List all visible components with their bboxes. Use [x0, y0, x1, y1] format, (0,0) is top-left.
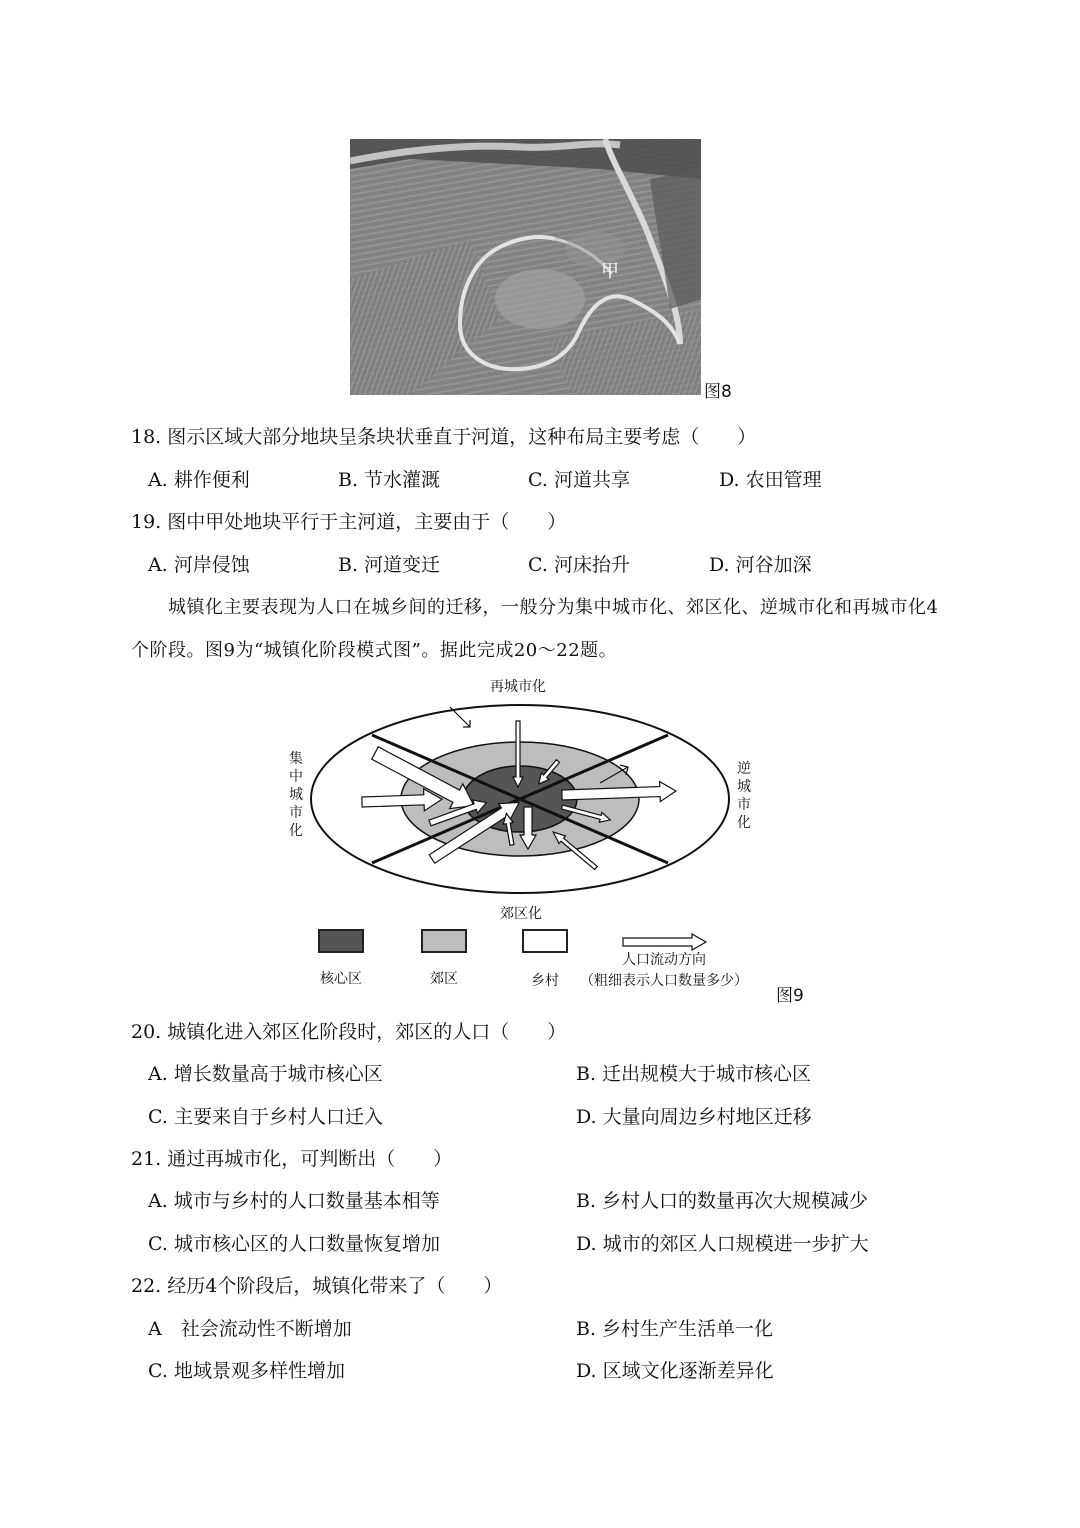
question-20-stem: 20. 城镇化进入郊区化阶段时，郊区的人口（ ） — [131, 1021, 567, 1043]
question-21-option-b[interactable]: B. 乡村人口的数量再次大规模减少 — [576, 1190, 869, 1212]
question-21-option-a[interactable]: A. 城市与乡村的人口数量基本相等 — [148, 1190, 440, 1212]
question-21-option-c[interactable]: C. 城市核心区的人口数量恢复增加 — [148, 1233, 440, 1255]
question-19-option-c[interactable]: C. 河床抬升 — [528, 554, 630, 576]
question-18-option-c[interactable]: C. 河道共享 — [528, 469, 630, 491]
question-19-option-d[interactable]: D. 河谷加深 — [709, 554, 812, 576]
question-18-option-d[interactable]: D. 农田管理 — [719, 469, 822, 491]
question-20-option-b[interactable]: B. 迁出规模大于城市核心区 — [576, 1063, 812, 1085]
question-22-option-c[interactable]: C. 地域景观多样性增加 — [148, 1360, 345, 1382]
figure8-satellite-image — [350, 139, 701, 395]
question-22-option-d[interactable]: D. 区域文化逐渐差异化 — [576, 1360, 774, 1382]
legend-label-rural: 乡村 — [531, 973, 559, 989]
question-21-option-d[interactable]: D. 城市的郊区人口规模进一步扩大 — [576, 1233, 869, 1255]
legend-swatch-core — [318, 929, 364, 953]
intro-paragraph-line1: 城镇化主要表现为人口在城乡间的迁移，一般分为集中城市化、郊区化、逆城市化和再城市化4 — [168, 597, 939, 618]
question-18-stem: 18. 图示区域大部分地块呈条块状垂直于河道，这种布局主要考虑（ ） — [131, 426, 757, 448]
legend-swatch-suburb — [421, 929, 467, 953]
legend-label-arrow: 人口流动方向 — [622, 952, 706, 968]
figure9-caption: 图9 — [776, 986, 804, 1006]
legend-label-arrow-note: （粗细表示人口数量多少） — [580, 973, 748, 989]
figure8-caption: 图8 — [704, 382, 732, 402]
question-18-option-b[interactable]: B. 节水灌溉 — [338, 469, 441, 491]
legend-label-core: 核心区 — [320, 971, 362, 987]
figure9-label-suburbanization: 郊区化 — [500, 906, 542, 922]
figure9-label-counterurbanization: 逆 城 市 化 — [737, 761, 751, 831]
figure9-diagram — [300, 695, 740, 900]
question-20-option-c[interactable]: C. 主要来自于乡村人口迁入 — [148, 1106, 383, 1128]
figure8-marker-jia: 甲 — [601, 261, 619, 282]
question-22-option-b[interactable]: B. 乡村生产生活单一化 — [576, 1318, 774, 1340]
legend-swatch-rural — [522, 929, 568, 953]
question-22-option-a[interactable]: A 社会流动性不断增加 — [148, 1318, 352, 1340]
legend-label-suburb: 郊区 — [430, 971, 458, 987]
question-19-option-a[interactable]: A. 河岸侵蚀 — [148, 554, 250, 576]
question-20-option-d[interactable]: D. 大量向周边乡村地区迁移 — [576, 1106, 812, 1128]
question-20-option-a[interactable]: A. 增长数量高于城市核心区 — [148, 1063, 383, 1085]
question-18-option-a[interactable]: A. 耕作便利 — [148, 469, 250, 491]
question-19-stem: 19. 图中甲处地块平行于主河道，主要由于（ ） — [131, 511, 567, 533]
question-19-option-b[interactable]: B. 河道变迁 — [338, 554, 441, 576]
figure9-label-concentration: 集 中 城 市 化 — [289, 751, 303, 839]
intro-paragraph-line2: 个阶段。图9为“城镇化阶段模式图”。据此完成20～22题。 — [131, 640, 618, 661]
question-21-stem: 21. 通过再城市化，可判断出（ ） — [131, 1148, 453, 1170]
figure9-label-reurbanization: 再城市化 — [490, 679, 546, 695]
question-22-stem: 22. 经历4个阶段后，城镇化带来了（ ） — [131, 1275, 503, 1297]
